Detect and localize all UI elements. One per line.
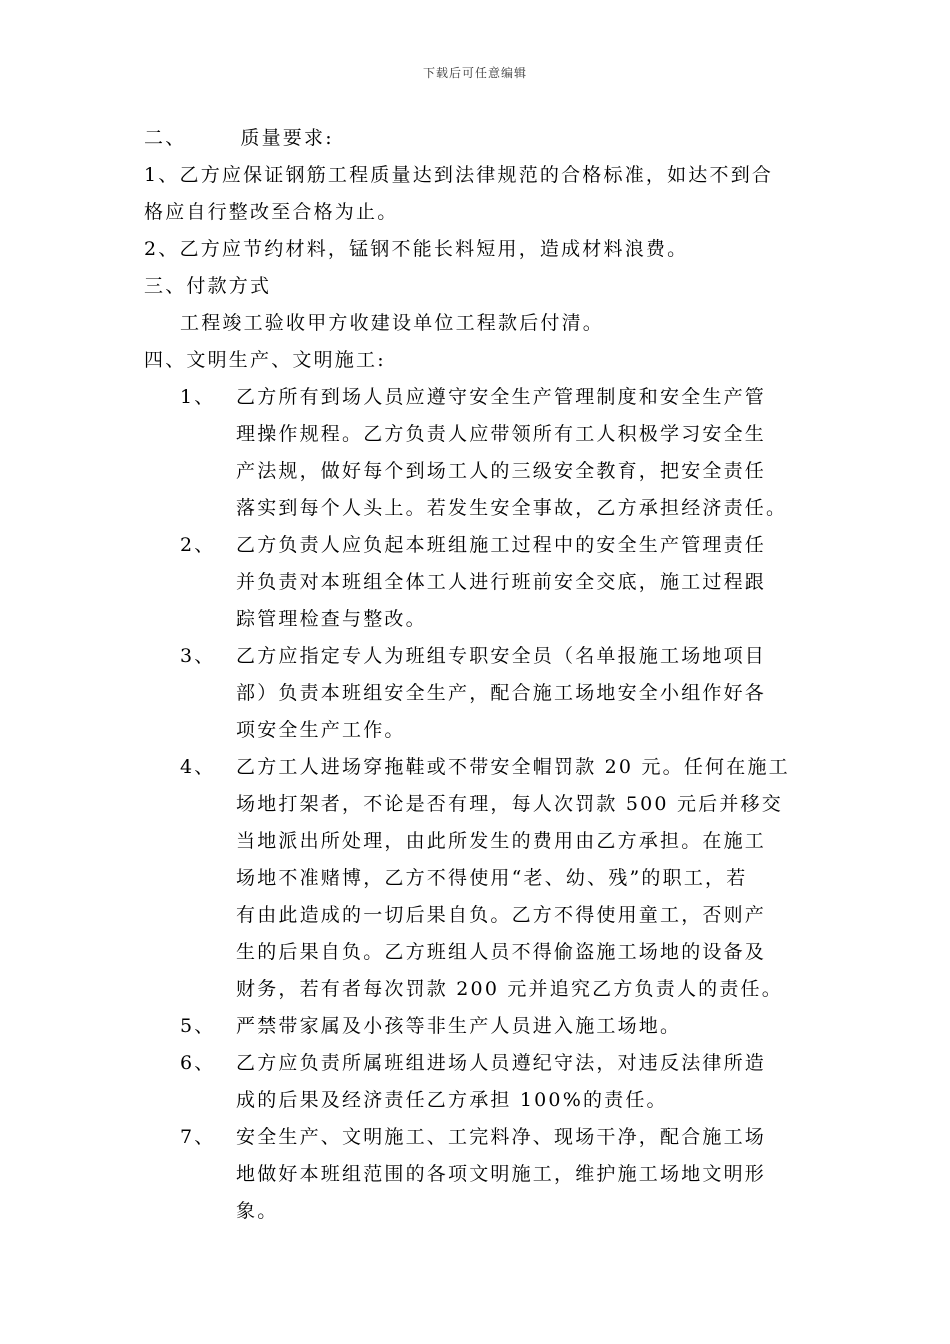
section-3-heading: 三、付款方式 xyxy=(144,275,272,297)
list-item-number: 4、 xyxy=(180,756,216,778)
list-item xyxy=(144,1119,808,1230)
list-item xyxy=(144,379,808,527)
paragraph-line: 格应自行整改至合格为止。 xyxy=(144,201,399,223)
section-3-body: 工程竣工验收甲方收建设单位工程款后付清。 xyxy=(180,312,605,334)
list-item-number: 6、 xyxy=(180,1052,216,1074)
list-item-line: 成的后果及经济责任乙方承担 100%的责任。 xyxy=(236,1089,668,1111)
list-item-line: 生的后果自负。乙方班组人员不得偷盗施工场地的设备及 xyxy=(236,941,767,963)
list-item-line: 并负责对本班组全体工人进行班前安全交底，施工过程跟 xyxy=(236,571,767,593)
list-item-line: 乙方工人进场穿拖鞋或不带安全帽罚款 20 元。任何在施工 xyxy=(236,756,790,778)
list-item-line: 踪管理检查与整改。 xyxy=(236,608,427,630)
list-item-line: 产法规，做好每个到场工人的三级安全教育，把安全责任 xyxy=(236,460,767,482)
list-item-line: 财务，若有者每次罚款 200 元并追究乙方负责人的责任。 xyxy=(236,978,783,1000)
list-item-line: 严禁带家属及小孩等非生产人员进入施工场地。 xyxy=(236,1015,682,1037)
list-item-line: 场地不准赌博，乙方不得使用“老、幼、残”的职工，若 xyxy=(236,867,748,889)
list-item xyxy=(144,1045,808,1119)
list-item-line: 场地打架者，不论是否有理，每人次罚款 500 元后并移交 xyxy=(236,793,783,815)
list-item xyxy=(144,1008,808,1045)
header-note: 下载后可任意编辑 xyxy=(422,66,527,80)
list-item xyxy=(144,638,808,749)
paragraph-line: 1、乙方应保证钢筋工程质量达到法律规范的合格标准，如达不到合 xyxy=(144,164,774,186)
list-item-number: 1、 xyxy=(180,386,216,408)
list-item-number: 2、 xyxy=(180,534,216,556)
list-item-number: 5、 xyxy=(180,1015,216,1037)
list-item-number: 3、 xyxy=(180,645,216,667)
list-item-line: 有由此造成的一切后果自负。乙方不得使用童工，否则产 xyxy=(236,904,767,926)
section-2-title: 质量要求: xyxy=(240,127,334,149)
list-item-line: 理操作规程。乙方负责人应带领所有工人积极学习安全生 xyxy=(236,423,767,445)
list-item-line: 部）负责本班组安全生产，配合施工场地安全小组作好各 xyxy=(236,682,767,704)
list-item-line: 乙方应负责所属班组进场人员遵纪守法，对违反法律所造 xyxy=(236,1052,767,1074)
paragraph-line: 2、乙方应节约材料，锰钢不能长料短用，造成材料浪费。 xyxy=(144,238,689,260)
list-item-line: 地做好本班组范围的各项文明施工，维护施工场地文明形 xyxy=(236,1163,767,1185)
list-item-line: 乙方负责人应负起本班组施工过程中的安全生产管理责任 xyxy=(236,534,767,556)
section-4-heading: 四、文明生产、文明施工: xyxy=(144,349,386,371)
list-item xyxy=(144,749,808,1008)
list-item-line: 落实到每个人头上。若发生安全事故，乙方承担经济责任。 xyxy=(236,497,788,519)
list-item-line: 安全生产、文明施工、工完料净、现场干净，配合施工场 xyxy=(236,1126,767,1148)
list-item-line: 象。 xyxy=(236,1200,279,1222)
list-item-line: 乙方应指定专人为班组专职安全员（名单报施工场地项目 xyxy=(236,645,767,667)
document-body xyxy=(144,120,808,1230)
section-2-heading xyxy=(144,120,808,157)
list-item-line: 当地派出所处理，由此所发生的费用由乙方承担。在施工 xyxy=(236,830,767,852)
list-item-line: 乙方所有到场人员应遵守安全生产管理制度和安全生产管 xyxy=(236,386,767,408)
section-2-number: 二、 xyxy=(144,127,187,149)
list-item xyxy=(144,527,808,638)
list-item-number: 7、 xyxy=(180,1126,216,1148)
list-item-line: 项安全生产工作。 xyxy=(236,719,406,741)
